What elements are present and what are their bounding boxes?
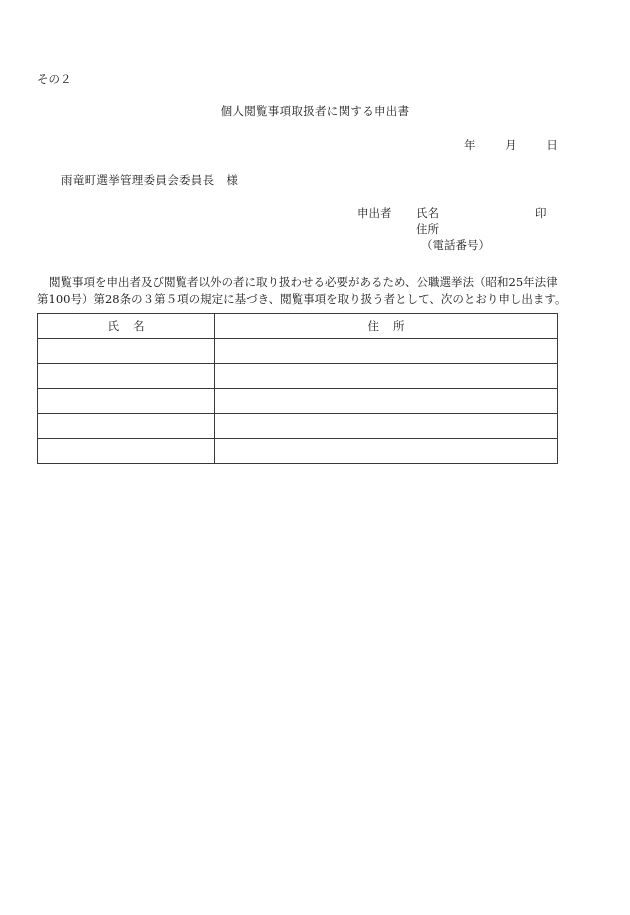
addressee-honorific: 様: [226, 173, 239, 187]
name-cell[interactable]: [38, 364, 215, 389]
body-line-1: 閲覧事項を申出者及び閲覧者以外の者に取り扱わせる必要があるため、公職選挙法（昭和25年法律: [49, 275, 558, 289]
table-row: [38, 389, 558, 414]
form-number: その２: [37, 72, 72, 86]
address-cell[interactable]: [215, 339, 558, 364]
date-day-label: 日: [546, 138, 558, 152]
applicant-phone-label: （電話番号）: [421, 238, 490, 252]
address-cell[interactable]: [215, 414, 558, 439]
address-cell[interactable]: [215, 364, 558, 389]
date-line: [464, 140, 558, 152]
date-month-label: 月: [505, 138, 517, 152]
addressee: [61, 175, 238, 187]
address-cell[interactable]: [215, 439, 558, 464]
header-address-text: 住所: [367, 319, 419, 333]
applicant-label: 申出者: [357, 206, 392, 220]
header-name-text: 氏名: [107, 319, 159, 333]
body-line-2: 第100号）第28条の３第５項の規定に基づき、閲覧事項を取り扱う者として、次のとおり申し出ます。: [37, 292, 567, 306]
table-row: [38, 339, 558, 364]
seal-label: 印: [535, 206, 547, 220]
applicant-name-label: 氏名: [416, 206, 439, 220]
name-cell[interactable]: [38, 389, 215, 414]
date-year-label: 年: [464, 138, 476, 152]
addressee-name: 雨竜町選挙管理委員会委員長: [61, 173, 215, 187]
table-row: [38, 364, 558, 389]
table-header-address: [215, 314, 558, 339]
body-paragraph: [37, 274, 587, 308]
name-cell[interactable]: [38, 414, 215, 439]
table-row: [38, 414, 558, 439]
table-header-row: [38, 314, 558, 339]
table-row: [38, 439, 558, 464]
handler-table: [37, 313, 558, 464]
name-cell[interactable]: [38, 339, 215, 364]
document-title: 個人閲覧事項取扱者に関する申出書: [220, 104, 410, 118]
address-cell[interactable]: [215, 389, 558, 414]
table-header-name: [38, 314, 215, 339]
name-cell[interactable]: [38, 439, 215, 464]
applicant-address-label: 住所: [416, 222, 439, 236]
